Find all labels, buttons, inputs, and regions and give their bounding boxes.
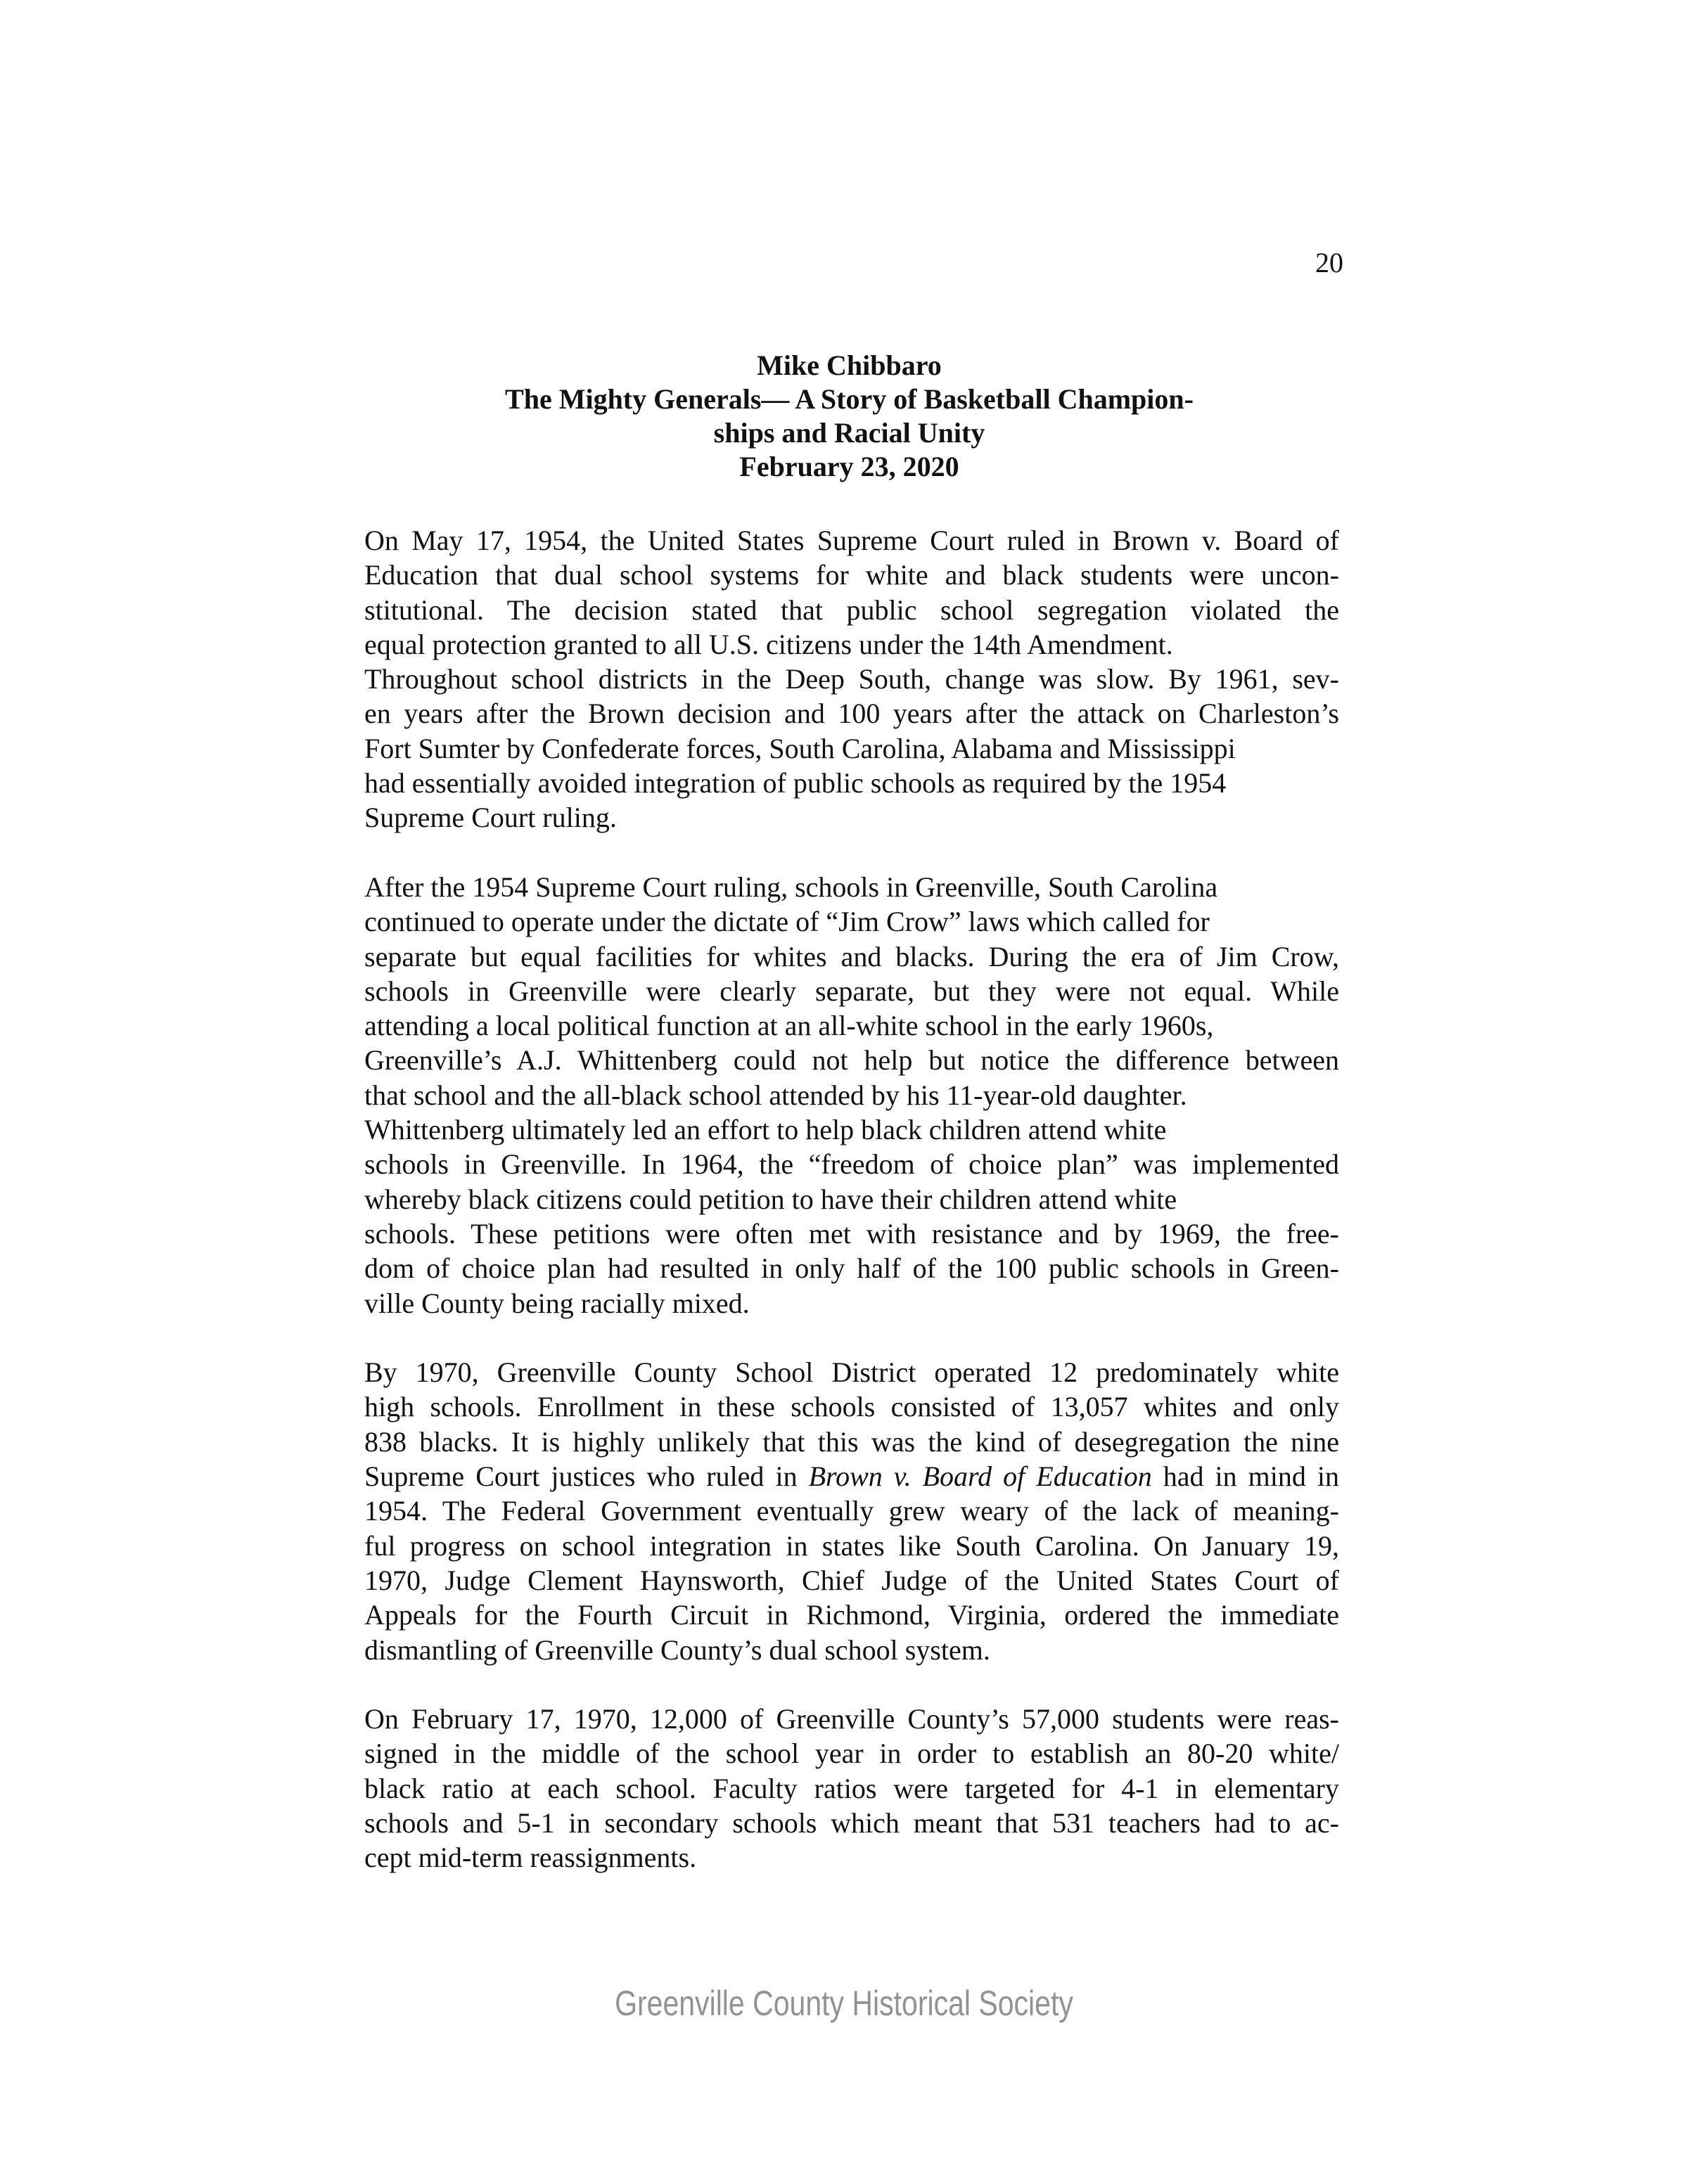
author-name: Mike Chibbaro	[757, 349, 942, 381]
text-line: Education that dual school systems for white and black students were uncon-	[364, 559, 1339, 591]
article-date: February 23, 2020	[739, 451, 959, 482]
paragraph	[364, 1355, 1339, 1667]
text-line: By 1970, Greenville County School District operated 12 predominately white	[364, 1356, 1339, 1389]
article-title-line-1: The Mighty Generals— A Story of Basketball Champion-	[505, 383, 1194, 415]
text-line: that school and the all-black school attended by his 11-year-old daughter.	[364, 1079, 1187, 1111]
text-line: Throughout school districts in the Deep South, change was slow. By 1961, sev-	[364, 663, 1339, 695]
text-line: equal protection granted to all U.S. citizens under the 14th Amendment.	[364, 628, 1173, 660]
text-line	[364, 1459, 1339, 1494]
text-line: signed in the middle of the school year in order to establish an 80-20 white/	[364, 1737, 1339, 1770]
text-line: ful progress on school integration in states like South Carolina. On January 19,	[364, 1529, 1339, 1562]
text-line: had essentially avoided integration of public schools as required by the 1954	[364, 767, 1227, 799]
article-header	[0, 349, 1688, 484]
text-line: separate but equal facilities for whites and blacks. During the era of Jim Crow,	[364, 940, 1339, 972]
text-line: black ratio at each school. Faculty ratios were targeted for 4-1 in elementary	[364, 1772, 1339, 1804]
paragraph	[364, 870, 1339, 1321]
text-line: continued to operate under the dictate of “Jim Crow” laws which called for	[364, 906, 1210, 938]
italic-case-title: Brown v. Board of Education	[808, 1460, 1152, 1493]
text-line: dom of choice plan had resulted in only half of the 100 public schools in Green-	[364, 1252, 1339, 1285]
text-line: schools and 5-1 in secondary schools which meant that 531 teachers had to ac-	[364, 1806, 1339, 1839]
text-line: attending a local political function at an all-white school in the early 1960s,	[364, 1010, 1214, 1042]
text-line: On May 17, 1954, the United States Supreme Court ruled in Brown v. Board of	[364, 525, 1339, 556]
text-line: high schools. Enrollment in these schools consisted of 13,057 whites and only	[364, 1391, 1339, 1423]
text-line: cept mid-term reassignments.	[364, 1842, 697, 1874]
page-number: 20	[1315, 247, 1343, 278]
text-line: en years after the Brown decision and 100 years after the attack on Charleston’s	[364, 698, 1339, 730]
text-line: whereby black citizens could petition to have their children attend white	[364, 1183, 1177, 1215]
text-line: stitutional. The decision stated that public school segregation violated the	[364, 593, 1339, 626]
text-line: On February 17, 1970, 12,000 of Greenville County’s 57,000 students were reas-	[364, 1703, 1339, 1735]
text-line: Supreme Court ruling.	[364, 802, 617, 834]
article-title-line-2: ships and Racial Unity	[713, 417, 985, 449]
text-line: 838 blacks. It is highly unlikely that this was the kind of desegregation the nine	[364, 1425, 1339, 1458]
paragraph-spacer	[364, 835, 1339, 870]
text-line: Fort Sumter by Confederate forces, South Carolina, Alabama and Mississippi	[364, 732, 1236, 764]
paragraph	[364, 1702, 1339, 1875]
text-segment: Supreme Court justices who ruled in	[364, 1460, 809, 1493]
text-line: Greenville’s A.J. Whittenberg could not help but notice the difference between	[364, 1044, 1339, 1077]
paragraph	[364, 523, 1339, 835]
text-line: schools in Greenville. In 1964, the “freedom of choice plan” was implemented	[364, 1148, 1339, 1181]
article-body	[364, 523, 1339, 1875]
text-line: 1970, Judge Clement Haynsworth, Chief Judge of the United States Court of	[364, 1564, 1339, 1596]
text-line: dismantling of Greenville County’s dual school system.	[364, 1633, 990, 1666]
text-line: Appeals for the Fourth Circuit in Richmond, Virginia, ordered the immediate	[364, 1599, 1339, 1631]
text-line: Whittenberg ultimately led an effort to help black children attend white	[364, 1114, 1167, 1146]
paragraph-spacer	[364, 1667, 1339, 1702]
text-line: schools. These petitions were often met with resistance and by 1969, the free-	[364, 1217, 1339, 1250]
text-line: ville County being racially mixed.	[364, 1287, 750, 1319]
watermark: Greenville County Historical Society	[615, 1984, 1073, 2023]
paragraph-spacer	[364, 1321, 1339, 1355]
text-segment: had in mind in	[1151, 1460, 1339, 1493]
text-line: 1954. The Federal Government eventually grew weary of the lack of meaning-	[364, 1495, 1339, 1527]
text-line: schools in Greenville were clearly separate, but they were not equal. While	[364, 975, 1339, 1007]
text-line: After the 1954 Supreme Court ruling, schools in Greenville, South Carolina	[364, 871, 1218, 903]
